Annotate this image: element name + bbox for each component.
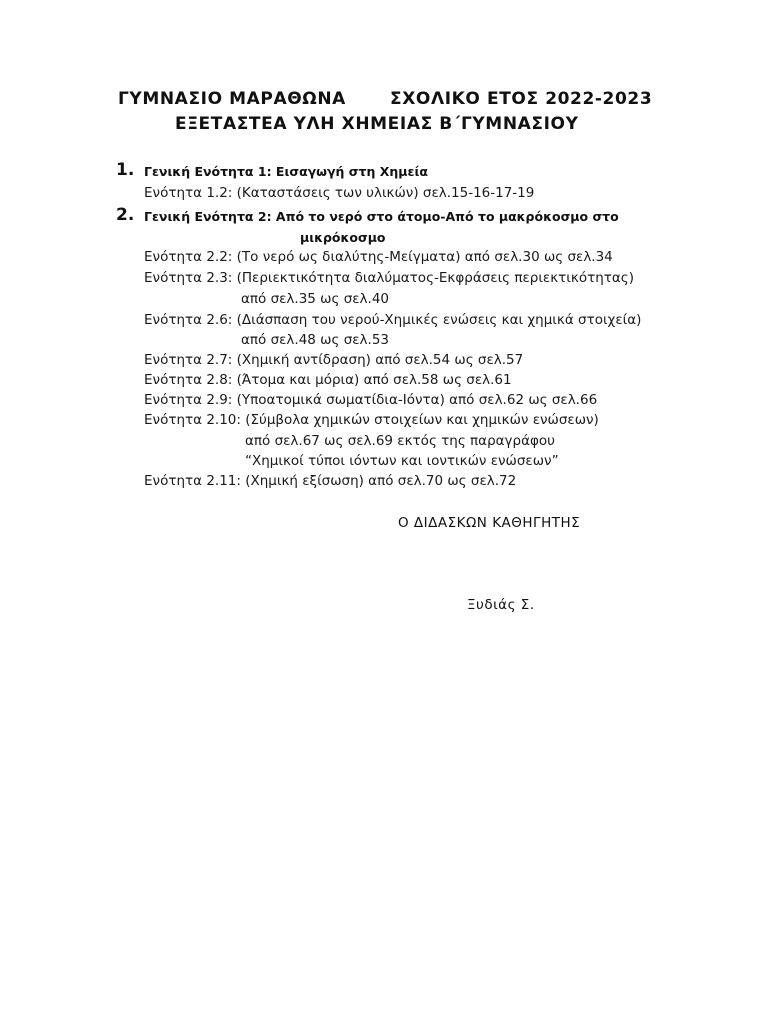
unit-line: Ενότητα 2.9: (Υποατομικά σωματίδια-Ιόντα) από σελ.62 ως σελ.66 bbox=[144, 392, 598, 408]
school-name: ΓΥΜΝΑΣΙΟ ΜΑΡΑΘΩΝΑ bbox=[118, 89, 346, 109]
section-number-2: 2. bbox=[116, 205, 135, 225]
unit-line: Ενότητα 2.11: (Χημική εξίσωση) από σελ.70 ως σελ.72 bbox=[144, 473, 517, 489]
unit-line: Ενότητα 1.2: (Καταστάσεις των υλικών) σελ.15-16-17-19 bbox=[144, 185, 535, 201]
unit-line: από σελ.48 ως σελ.53 bbox=[241, 332, 390, 348]
section-heading-1: Γενική Ενότητα 1: Εισαγωγή στη Χημεία bbox=[144, 164, 428, 179]
unit-line: Ενότητα 2.2: (Το νερό ως διαλύτης-Μείγματα) από σελ.30 ως σελ.34 bbox=[144, 249, 613, 265]
unit-line: από σελ.67 ως σελ.69 εκτός της παραγράφου bbox=[245, 433, 555, 449]
unit-line: Ενότητα 2.3: (Περιεκτικότητα διαλύματος-Εκφράσεις περιεκτικότητας) bbox=[144, 270, 634, 286]
section-heading-2: Γενική Ενότητα 2: Από το νερό στο άτομο-Από το μακρόκοσμο στο bbox=[144, 209, 619, 224]
unit-line: Ενότητα 2.6: (Διάσπαση του νερού-Χημικές ενώσεις και χημικά στοιχεία) bbox=[144, 312, 642, 328]
section-number-1: 1. bbox=[116, 160, 135, 180]
document-subtitle: ΕΞΕΤΑΣΤΕΑ ΥΛΗ ΧΗΜΕΙΑΣ Β΄ΓΥΜΝΑΣΙΟΥ bbox=[175, 114, 579, 134]
unit-line: από σελ.35 ως σελ.40 bbox=[241, 291, 390, 307]
school-year: ΣΧΟΛΙΚΟ ΕΤΟΣ 2022-2023 bbox=[390, 89, 653, 109]
section-heading-2-continued: μικρόκοσμο bbox=[300, 230, 386, 245]
unit-line: “Χημικοί τύποι ιόντων και ιοντικών ενώσεων” bbox=[245, 453, 559, 469]
unit-line: Ενότητα 2.10: (Σύμβολα χημικών στοιχείων και χημικών ενώσεων) bbox=[144, 412, 599, 428]
unit-line: Ενότητα 2.7: (Χημική αντίδραση) από σελ.54 ως σελ.57 bbox=[144, 352, 524, 368]
unit-line: Ενότητα 2.8: (Άτομα και μόρια) από σελ.58 ως σελ.61 bbox=[144, 372, 512, 388]
signature-name: Ξυδιάς Σ. bbox=[467, 597, 535, 613]
signature-role: Ο ΔΙΔΑΣΚΩΝ ΚΑΘΗΓΗΤΗΣ bbox=[398, 515, 581, 531]
